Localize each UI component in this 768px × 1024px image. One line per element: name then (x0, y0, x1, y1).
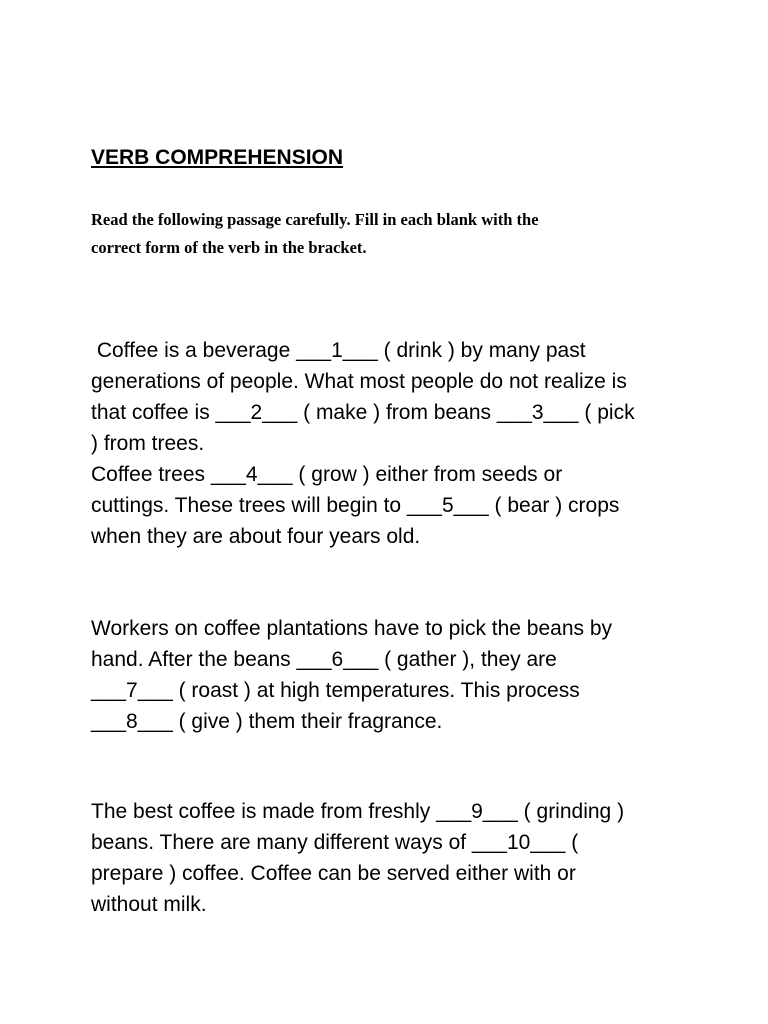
paragraph-line: cuttings. These trees will begin to ___5___ ( bear ) crops (91, 494, 620, 517)
paragraph-line: prepare ) coffee. Coffee can be served either with or (91, 862, 576, 885)
instructions (91, 206, 691, 262)
paragraph-line: without milk. (91, 893, 207, 916)
paragraph-line: beans. There are many different ways of ___10___ ( (91, 831, 579, 854)
paragraph-line: hand. After the beans ___6___ ( gather ), they are (91, 648, 557, 671)
passage-paragraph-2 (91, 613, 612, 737)
paragraph-line: ___8___ ( give ) them their fragrance. (91, 710, 443, 733)
paragraph-line: when they are about four years old. (91, 525, 421, 548)
paragraph-line: The best coffee is made from freshly ___9___ ( grinding ) (91, 800, 625, 823)
paragraph-line: that coffee is ___2___ ( make ) from beans ___3___ ( pick (91, 401, 635, 424)
passage-paragraph-3 (91, 796, 624, 920)
paragraph-line: generations of people. What most people do not realize is (91, 370, 627, 393)
instructions-line: correct form of the verb in the bracket. (91, 238, 367, 257)
worksheet-title: VERB COMPREHENSION (91, 146, 344, 169)
instructions-line: Read the following passage carefully. Fill in each blank with the (91, 210, 539, 229)
paragraph-line: Coffee is a beverage ___1___ ( drink ) by many past (91, 339, 586, 362)
paragraph-line: ) from trees. (91, 432, 205, 455)
paragraph-line: Workers on coffee plantations have to pick the beans by (91, 617, 613, 640)
passage-paragraph-1 (91, 335, 635, 552)
paragraph-line: Coffee trees ___4___ ( grow ) either from seeds or (91, 463, 563, 486)
paragraph-line: ___7___ ( roast ) at high temperatures. This process (91, 679, 580, 702)
